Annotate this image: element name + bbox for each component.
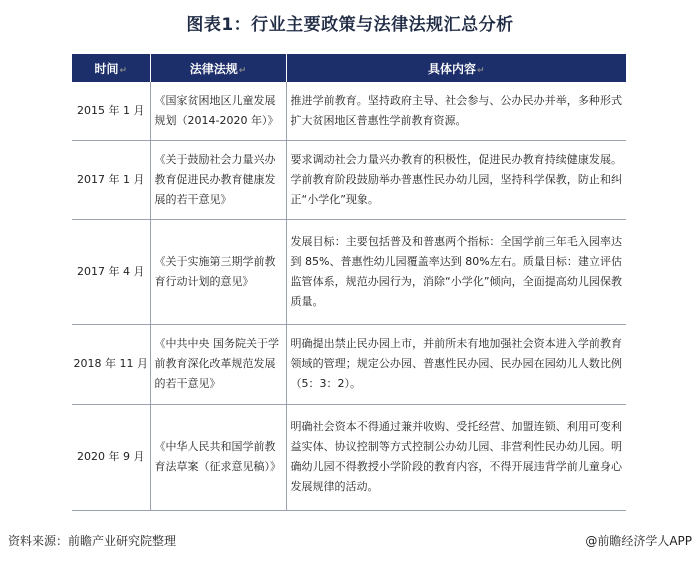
row-law: 《中华人民共和国学前教育法草案（征求意见稿）》 [150, 404, 286, 510]
row-content: 明确提出禁止民办园上市，并前所未有地加强社会资本进入学前教育领域的管理；规定公办园、普惠性民办园、民办园在园幼儿人数比例（5：3：2）。 [286, 324, 626, 404]
table-header-row [72, 54, 626, 82]
row-time: 2017 年 4 月 [72, 219, 150, 324]
table-row [72, 140, 626, 219]
row-time: 2017 年 1 月 [72, 140, 150, 219]
row-law: 《关于鼓励社会力量兴办教育促进民办教育健康发展的若干意见》 [150, 140, 286, 219]
row-law: 《关于实施第三期学前教育行动计划的意见》 [150, 219, 286, 324]
row-law: 《中共中央 国务院关于学前教育深化改革规范发展的若干意见》 [150, 324, 286, 404]
brand-credit: @前瞻经济学人APP [585, 534, 692, 548]
row-time: 2015 年 1 月 [72, 82, 150, 140]
table-row [72, 324, 626, 404]
row-content: 发展目标：主要包括普及和普惠两个指标：全国学前三年毛入园率达到 85%、普惠性幼儿园覆盖率达到 80%左右。质量目标：建立评估监管体系，规范办园行为，消除“小学化”倾向，全面提高幼儿园保教质量。 [286, 219, 626, 324]
row-content: 要求调动社会力量兴办教育的积极性，促进民办教育持续健康发展。学前教育阶段鼓励举办普惠性民办幼儿园，坚持科学保教，防止和纠正“小学化”现象。 [286, 140, 626, 219]
table-row [72, 404, 626, 510]
table-row [72, 219, 626, 324]
row-content: 推进学前教育。坚持政府主导、社会参与、公办民办并举，多种形式扩大贫困地区普惠性学前教育资源。 [286, 82, 626, 140]
row-law: 《国家贫困地区儿童发展规划（2014-2020 年）》 [150, 82, 286, 140]
source-note: 资料来源：前瞻产业研究院整理 [8, 534, 177, 548]
header-time: 时间↵ [72, 54, 150, 82]
policy-table [72, 54, 626, 511]
chart-title: 图表1：行业主要政策与法律法规汇总分析 [186, 15, 514, 35]
row-content: 明确社会资本不得通过兼并收购、受托经营、加盟连锁、利用可变利益实体、协议控制等方式控制公办幼儿园、非营利性民办幼儿园。明确幼儿园不得教授小学阶段的教育内容，不得开展违背学前儿童身心发展规律的活动。 [286, 404, 626, 510]
row-time: 2020 年 9 月 [72, 404, 150, 510]
header-law: 法律法规↵ [150, 54, 286, 82]
row-time: 2018 年 11 月 [72, 324, 150, 404]
table-row [72, 82, 626, 140]
header-content: 具体内容↵ [286, 54, 626, 82]
